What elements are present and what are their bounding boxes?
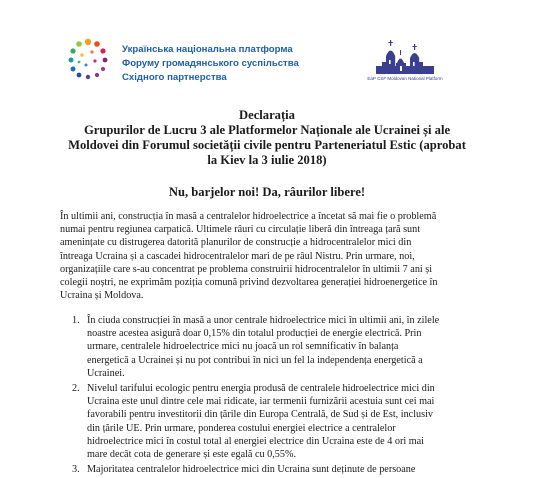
list-item-line: urmare, centralele hidroelectrice mici nu joacă un rol semnificativ în balanța: [87, 341, 399, 353]
numbered-list: [60, 314, 500, 478]
list-item: [60, 382, 500, 461]
list-item-line: Majoritatea centralelor hidroelectrice mici din Ucraina sunt deținute de persoane: [87, 464, 416, 476]
list-item: [60, 463, 500, 476]
list-item-number: 3.: [72, 464, 80, 476]
eap-csf-logo-icon: [64, 37, 112, 81]
org-name-line-2: Форуму громадянського суспільства: [122, 58, 299, 69]
intro-line: Ucraina și Moldova.: [60, 290, 144, 302]
declaration-subtitle: Nu, barjelor noi! Da, râurilor libere!: [168, 185, 366, 199]
list-item-line: Ucrainei.: [87, 367, 125, 379]
intro-paragraph: [60, 210, 500, 302]
moldovan-platform-logo-icon: [360, 36, 450, 92]
title-line-4: la Kiev la 3 iulie 2018): [207, 153, 327, 167]
title-line-1: Declarația: [239, 108, 295, 122]
intro-line: În ultimii ani, construcția în masă a centralelor hidroelectrice a încetat să mai fie o problemă: [60, 211, 437, 222]
list-item-number: 1.: [72, 315, 80, 326]
intro-line: amenințate cu distrugerea datorită planurilor de construcție a hidrocentralelor mici din: [60, 237, 412, 249]
list-item-line: Ucraina este unul dintre cele mai ridicate, iar termenii furnizării acestuia sunt cei mai: [87, 396, 435, 408]
list-item-line: hidroelectrice mici în costul total al energiei electrice din Ucraina este de 4 ori mai: [87, 435, 424, 447]
right-logo-caption: EaP CSF Moldovan National Platform: [367, 76, 443, 81]
intro-line: organizațiile care s-au concentrat pe problema construirii hidrocentralelor în ultimii 7 ani și: [60, 263, 433, 275]
title-line-3: Moldovei din Forumul societății civile pentru Parteneriatul Estic (aprobat: [68, 138, 466, 152]
list-item-line: mare decât cota de generare și este egală cu 0,55%.: [87, 449, 297, 461]
list-item: [60, 314, 500, 380]
org-name: [122, 43, 299, 85]
list-item-number: 2.: [72, 383, 80, 395]
list-item-line: favorabili pentru investitorii din țările din Europa Centrală, de Sud și de Est, inclusiv: [87, 409, 434, 421]
list-item-line: energetică a Ucrainei și nu pot contribui în nici un fel la independența energetică a: [87, 354, 423, 366]
org-name-line-1: Українська національна платформа: [122, 44, 293, 55]
intro-line: numai pentru regiunea carpatică. Ultimele râuri cu circulație liberă din întreaga țară sunt: [60, 224, 421, 236]
list-item-line: Nivelul tarifului ecologic pentru energia produsă de centralele hidroelectrice mici din: [87, 383, 435, 395]
org-name-line-3: Східного партнерства: [122, 72, 227, 83]
list-item-line: din țările UE. Prin urmare, ponderea costului energiei electrice a centralelor: [87, 422, 396, 434]
list-item-line: În ciuda construcției în masă a unor centrale hidroelectrice mici în ultimii ani, în zilele: [87, 315, 440, 326]
intro-line: întreaga Ucraina și a cascadei hidrocentralelor mari de pe râul Nistru. Prin urmare, noi,: [60, 250, 415, 262]
intro-line: colegii noștri, ne exprimăm poziția comună privind dezvoltarea generației hidroenergetice în: [60, 277, 438, 289]
list-item-line: noastre acestea asigură doar 0,15% din totalul producției de energie electrică. Prin: [87, 328, 422, 340]
title-line-2: Grupurilor de Lucru 3 ale Platformelor Naționale ale Ucrainei și ale: [83, 123, 451, 137]
declaration-title: [40, 108, 494, 168]
